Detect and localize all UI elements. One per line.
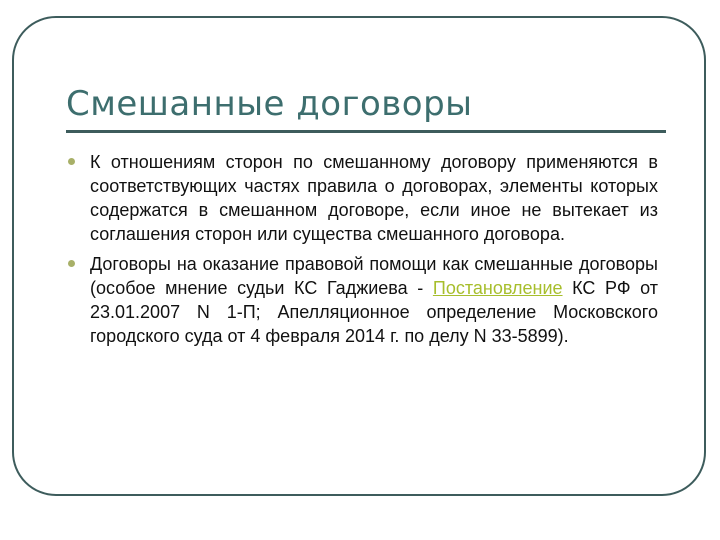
bullet-list xyxy=(66,150,658,354)
bullet-dot-icon xyxy=(68,260,75,267)
bullet-text: К отношениям сторон по смешанному договору применяются в соответствующих частях правила о договорах, элементы которых содержатся в смешанном договоре, если иное не вытекает из соглашения сторон или существа смешанного договора. xyxy=(90,152,658,244)
bullet-text-after-link: КС РФ от 23.01.2007 N 1-П; Апелляционное определение Московского городского суда от 4 февраля 2014 г. по делу N 33-5899). xyxy=(90,278,658,346)
bullet-text-before-link: Договоры на оказание правовой помощи как смешанные договоры (особое мнение судьи КС Гаджиева - xyxy=(90,254,658,298)
postanovlenie-link[interactable]: Постановление xyxy=(432,278,563,298)
bullet-item xyxy=(66,150,658,246)
bullet-item xyxy=(66,252,658,348)
bullet-dot-icon xyxy=(68,158,75,165)
title-underline xyxy=(66,130,666,133)
slide-title: Смешанные договоры xyxy=(66,84,473,124)
